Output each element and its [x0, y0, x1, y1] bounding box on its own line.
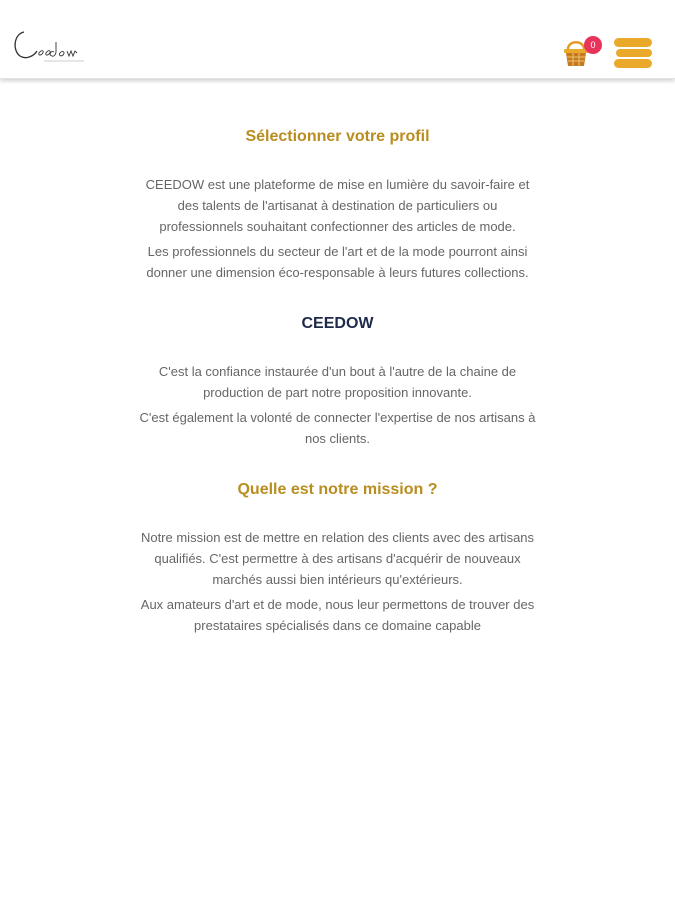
paragraph: C'est également la volonté de connecter l'expertise de nos artisans à nos clients.: [139, 410, 536, 446]
paragraph: Notre mission est de mettre en relation des clients avec des artisans qualifiés. C'est permettre à des artisans d'acquérir de nouveaux marchés aussi bien intérieurs qu'extérieurs.: [140, 530, 535, 587]
ceedow-logo[interactable]: [10, 28, 90, 68]
top-header: [0, 0, 675, 79]
mission-section-title: Quelle est notre mission ?: [237, 481, 438, 498]
profile-section-title: Sélectionner votre profil: [245, 128, 430, 145]
mission-section-text: [138, 527, 538, 636]
paragraph: Aux amateurs d'art et de mode, nous leur permettons de trouver des prestataires spécialisés dans ce domaine capable: [140, 597, 535, 633]
cart-button[interactable]: [562, 36, 604, 70]
main-content: [0, 78, 675, 640]
hamburger-menu-icon: [612, 36, 656, 70]
cart-count-badge: 0: [584, 36, 602, 54]
paragraph: C'est la confiance instaurée d'un bout à l'autre de la chaine de production de part notre proposition innovante.: [158, 364, 517, 400]
ceedow-logo-mark: [10, 28, 90, 68]
paragraph: CEEDOW est une plateforme de mise en lumière du savoir-faire et des talents de l'artisanat à destination de particuliers ou professionnels souhaitant confectionner des articles de mode.: [145, 177, 530, 234]
menu-button[interactable]: [612, 36, 656, 70]
ceedow-section-text: [138, 361, 538, 449]
paragraph: Les professionnels du secteur de l'art et de la mode pourront ainsi donner une dimension éco-responsable à leurs futures collections.: [146, 244, 529, 280]
ceedow-section-title: CEEDOW: [301, 315, 374, 332]
profile-section-text: [138, 174, 538, 283]
